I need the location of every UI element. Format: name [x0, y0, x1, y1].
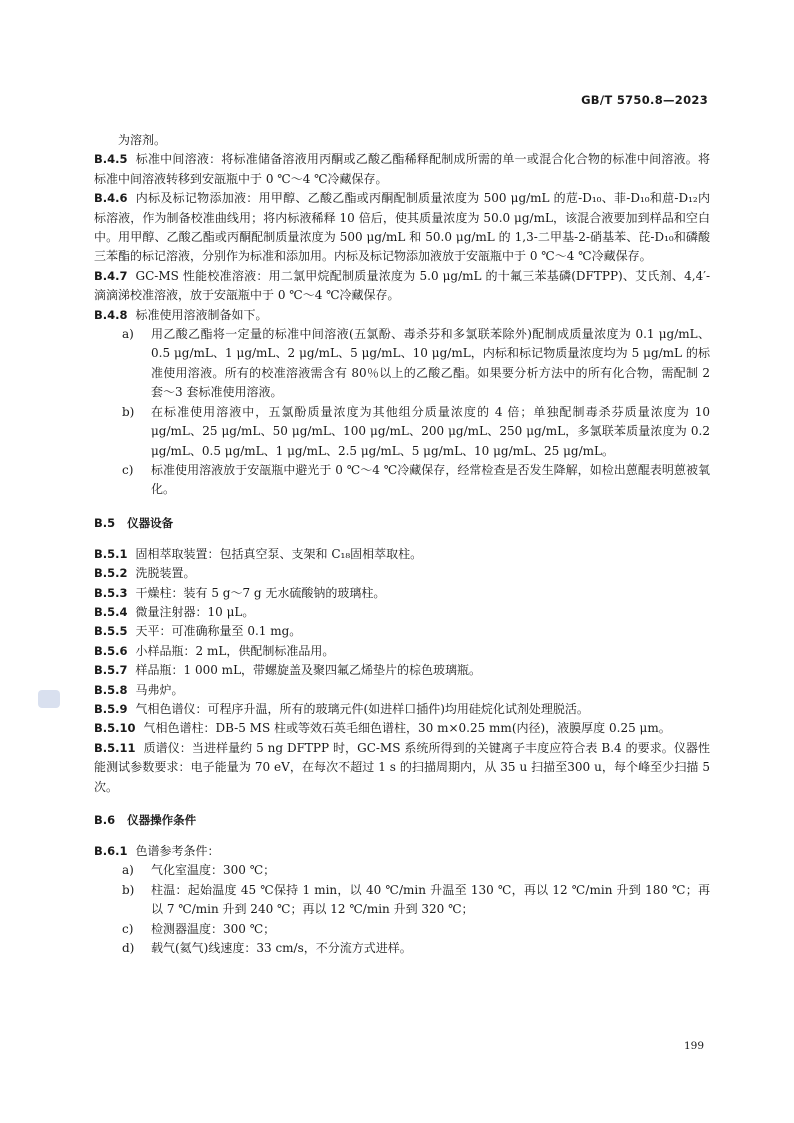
- section-number: B.6: [94, 813, 116, 827]
- clause-text: GC-MS 性能校准溶液：用二氯甲烷配制质量浓度为 5.0 μg/mL 的十氟三苯基磷(DFTPP)、艾氏剂、4,4′-滴滴涕校准溶液，放于安瓿瓶中于 0 ℃～4 ℃冷藏保存。: [94, 268, 710, 303]
- clause-b48: [94, 306, 710, 325]
- clause-text: 标准使用溶液制备如下。: [135, 307, 268, 322]
- clause-text: 干燥柱：装有 5 g～7 g 无水硫酸钠的玻璃柱。: [135, 585, 386, 600]
- list-marker: d): [122, 941, 135, 956]
- clause-b45: [94, 150, 710, 189]
- clause-number: B.5.7: [94, 663, 128, 678]
- clause-number: B.5.8: [94, 682, 128, 697]
- list-marker: b): [122, 882, 135, 897]
- clause-number: B.6.1: [94, 844, 128, 858]
- clause-b56: [94, 642, 710, 661]
- clause-b59: [94, 700, 710, 719]
- clause-text: 内标及标记物添加液：用甲醇、乙酸乙酯或丙酮配制质量浓度为 500 μg/mL 的苊-D₁₀、菲-D₁₀和䓛-D₁₂内标溶液，作为制备校准曲线用；将内标液稀释 10 倍后，使其质量浓度为 50.0 μg/mL，该混合液要加到样品和空白中。用甲醇、乙酸乙酯或丙酮配制质量浓度为 500 μg/mL 和 50.0 μg/mL 的 1,3-二甲基-2-硝基苯、芘-D₁₀和磷酸三苯酯的标记溶液，分别作为标准和添加用。内标及标记物添加液放于安瓿瓶中于 0 ℃～4 ℃冷藏保存。: [94, 191, 710, 264]
- clause-b55: [94, 622, 710, 641]
- list-marker: a): [122, 327, 134, 342]
- list-text: 检测器温度：300 ℃；: [151, 921, 276, 936]
- list-text: 在标准使用溶液中，五氯酚质量浓度为其他组分质量浓度的 4 倍；单独配制毒杀芬质量浓度为 10 μg/mL、25 μg/mL、50 μg/mL、100 μg/mL、200 μg/mL、250 μg/mL，多氯联苯质量浓度为 0.2 μg/mL、0.5 μg/mL、1 μg/mL、2.5 μg/mL、5 μg/mL、10 μg/mL、25 μg/mL。: [151, 404, 710, 458]
- clause-text: 天平：可准确称量至 0.1 mg。: [135, 624, 302, 639]
- list-item: [94, 403, 710, 461]
- clause-text: 气相色谱仪：可程序升温，所有的玻璃元件(如进样口插件)均用硅烷化试剂处理脱活。: [135, 701, 589, 716]
- clause-text: 马弗炉。: [135, 682, 184, 697]
- clause-text: 样品瓶：1 000 mL，带螺旋盖及聚四氟乙烯垫片的棕色玻璃瓶。: [135, 663, 482, 678]
- clause-text: 标准中间溶液：将标准储备溶液用丙酮或乙酸乙酯稀释配制成所需的单一或混合化合物的标准中间溶液。将标准中间溶液转移到安瓿瓶中于 0 ℃～4 ℃冷藏保存。: [94, 152, 710, 186]
- clause-b51: [94, 545, 710, 564]
- clause-number: B.5.11: [94, 740, 136, 755]
- clause-number: B.5.3: [94, 585, 128, 600]
- clause-number: B.5.2: [94, 566, 128, 581]
- list-item: [94, 881, 710, 920]
- list-marker: b): [122, 404, 135, 419]
- clause-number: B.5.4: [94, 604, 128, 619]
- clause-b54: [94, 603, 710, 622]
- clause-b53: [94, 584, 710, 603]
- list-text: 气化室温度：300 ℃；: [151, 863, 276, 878]
- section-heading-b6: [94, 811, 710, 830]
- section-title: 仪器操作条件: [127, 813, 197, 827]
- clause-b58: [94, 681, 710, 700]
- clause-b47: [94, 267, 710, 306]
- list-text: 载气(氦气)线速度：33 cm/s，不分流方式进样。: [151, 941, 412, 956]
- section-number: B.5: [94, 515, 116, 530]
- list-marker: c): [122, 462, 134, 477]
- clause-number: B.5.6: [94, 643, 128, 658]
- clause-b510: [94, 719, 710, 738]
- section-title: 仪器设备: [127, 515, 174, 530]
- clause-b511: [94, 739, 710, 797]
- clause-text: 小样品瓶：2 mL，供配制标准品用。: [135, 643, 335, 658]
- clause-text: 色谱参考条件：: [135, 844, 220, 858]
- clause-b61: [94, 842, 710, 861]
- clause-number: B.4.6: [94, 191, 128, 206]
- watermark-stamp-icon: [38, 690, 60, 708]
- section-heading-b5: [94, 514, 710, 533]
- list-item: [94, 461, 710, 500]
- clause-number: B.4.7: [94, 268, 128, 283]
- clause-number: B.5.1: [94, 546, 128, 561]
- clause-b52: [94, 564, 710, 583]
- clause-text: 微量注射器：10 μL。: [135, 604, 255, 619]
- standard-code: GB/T 5750.8—2023: [581, 93, 708, 107]
- clause-text: 气相色谱柱：DB-5 MS 柱或等效石英毛细色谱柱，30 m×0.25 mm(内径)，液膜厚度 0.25 μm。: [143, 721, 671, 736]
- list-item: [94, 861, 710, 880]
- clause-number: B.5.10: [94, 721, 136, 736]
- clause-number: B.4.8: [94, 307, 128, 322]
- list-item: [94, 325, 710, 403]
- clause-b57: [94, 661, 710, 680]
- clause-number: B.4.5: [94, 152, 128, 167]
- clause-b46: [94, 189, 710, 267]
- list-text: 用乙酸乙酯将一定量的标准中间溶液(五氯酚、毒杀芬和多氯联苯除外)配制成质量浓度为 0.1 μg/mL、0.5 μg/mL、1 μg/mL、2 μg/mL、5 μg/mL、10 μg/mL，内标和标记物质量浓度均为 5 μg/mL 的标准使用溶液。所有的校准溶液需含有 80％以上的乙酸乙酯。如果要分析方法中的所有化合物，需配制 2 套～3 套标准使用溶液。: [151, 327, 710, 400]
- list-marker: c): [122, 921, 134, 936]
- clause-number: B.5.5: [94, 624, 128, 639]
- clause-text: 固相萃取装置：包括真空泵、支架和 C₁₈固相萃取柱。: [135, 546, 423, 561]
- list-marker: a): [122, 863, 134, 878]
- list-item: [94, 920, 710, 939]
- clause-text: 洗脱装置。: [135, 566, 196, 581]
- document-body: [94, 131, 710, 958]
- list-item: [94, 939, 710, 958]
- clause-text: 质谱仪：当进样量约 5 ng DFTPP 时，GC-MS 系统所得到的关键离子丰度应符合表 B.4 的要求。仪器性能测试参数要求：电子能量为 70 eV，在每次不超过 1 s 的扫描周期内，从 35 u 扫描至300 u，每个峰至少扫描 5 次。: [94, 740, 710, 794]
- clause-number: B.5.9: [94, 701, 128, 716]
- continuation-text: 为溶剂。: [118, 133, 167, 147]
- page-number: 199: [683, 1040, 704, 1052]
- list-text: 标准使用溶液放于安瓿瓶中避光于 0 ℃～4 ℃冷藏保存，经常检查是否发生降解，如检出蒽醌表明蒽被氧化。: [151, 462, 710, 497]
- list-text: 柱温：起始温度 45 ℃保持 1 min，以 40 ℃/min 升温至 130 ℃，再以 12 ℃/min 升到 180 ℃；再以 7 ℃/min 升到 240 ℃；再以 12 ℃/min 升到 320 ℃；: [151, 882, 710, 917]
